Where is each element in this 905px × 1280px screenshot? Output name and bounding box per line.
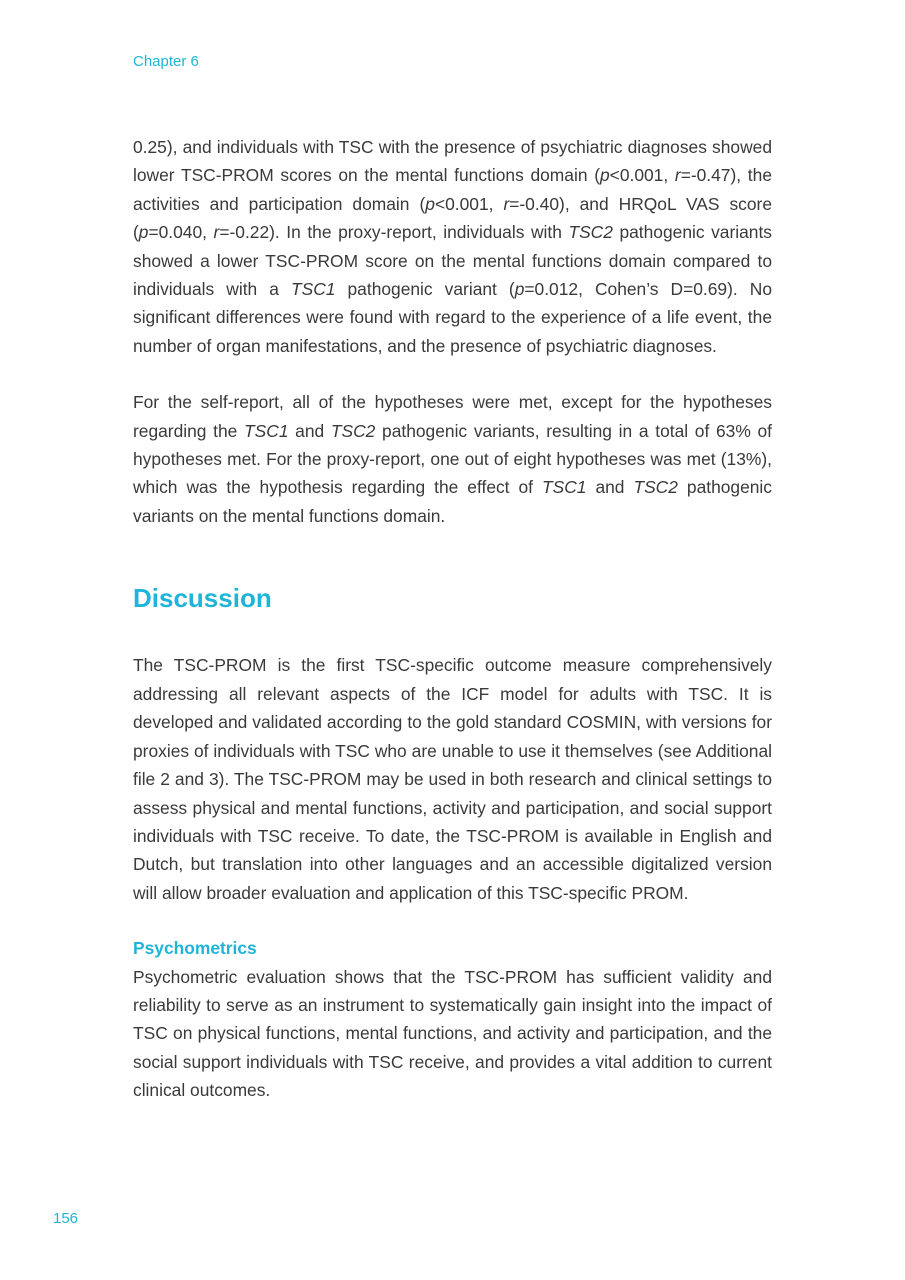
results-paragraph-1 [133, 133, 772, 360]
text-run: <0.001, [609, 165, 675, 186]
psychometrics-paragraph: Psychometric evaluation shows that the TSC-PROM has sufficient validity and reliability to serve as an instrument to systematically gain insight into the impact of TSC on physical functions, mental functions, and activity and participation, and the social support individuals with TSC receive, and provides a vital addition to current clinical outcomes. [133, 966, 772, 1101]
discussion-paragraph-1: The TSC-PROM is the first TSC-specific outcome measure comprehensively addressing all relevant aspects of the ICF model for adults with TSC. It is developed and validated according to the gold standard COSMIN, with versions for proxies of individuals with TSC who are unable to use it themselves (see Additional file 2 and 3). The TSC-PROM may be used in both research and clinical settings to assess physical and mental functions, activity and participation, and social support individuals with TSC receive. To date, the TSC-PROM is available in English and Dutch, but translation into other languages and an accessible digitalized version will allow broader evaluation and application of this TSC-specific PROM. [133, 655, 772, 903]
text-run: =-0.40), and HRQoL VAS score ( [133, 193, 772, 243]
italic-term: p [138, 222, 149, 243]
text-run: For the self-report, all of the hypotheses were met, except for the hypotheses regarding the [133, 392, 772, 441]
italic-term: p [600, 165, 610, 186]
text-run: pathogenic variants, resulting in a total of 63% of hypotheses met. For the proxy-report, one out of eight hypotheses was met (13%), which was the hypothesis regarding the effect of [133, 420, 772, 498]
text-run: =-0.22). In the proxy-report, individuals with [219, 222, 569, 243]
italic-term: TSC2 [330, 420, 376, 441]
text-run: =0.012, Cohen’s D=0.69). No significant differences were found with regard to the experience of a life event, the number of organ manifestations, and the presence of psychiatric diagnoses. [133, 279, 772, 356]
text-run: pathogenic variant ( [335, 279, 515, 300]
text-run: pathogenic variants showed a lower TSC-PROM score on the mental functions domain compared to individuals with a [133, 222, 772, 300]
italic-term: r [674, 165, 681, 186]
italic-term: TSC1 [291, 279, 336, 300]
text-run: pathogenic variants on the mental functions domain. [133, 477, 772, 526]
text-run: and [288, 420, 331, 441]
italic-term: r [503, 193, 510, 214]
text-run: 0.25), and individuals with TSC with the presence of psychiatric diagnoses showed lower TSC-PROM scores on the mental functions domain ( [133, 137, 772, 186]
results-paragraph-2 [133, 388, 772, 530]
italic-term: TSC1 [244, 420, 289, 441]
text-run: and [586, 477, 634, 498]
subsection-heading-psychometrics: Psychometrics [133, 938, 257, 959]
italic-term: p [425, 193, 435, 214]
text-run: <0.001, [434, 193, 504, 214]
italic-term: TSC2 [633, 477, 678, 498]
italic-term: p [514, 279, 525, 300]
italic-term: TSC2 [568, 222, 613, 243]
text-run: =-0.47), the activities and participation domain ( [133, 165, 772, 214]
text-run: =0.040, [148, 222, 214, 243]
running-head: Chapter 6 [133, 53, 199, 70]
page-body [133, 133, 772, 1105]
italic-term: r [213, 222, 220, 243]
page-number: 156 [53, 1210, 79, 1227]
italic-term: TSC1 [542, 477, 587, 498]
section-heading-discussion: Discussion [133, 583, 272, 614]
